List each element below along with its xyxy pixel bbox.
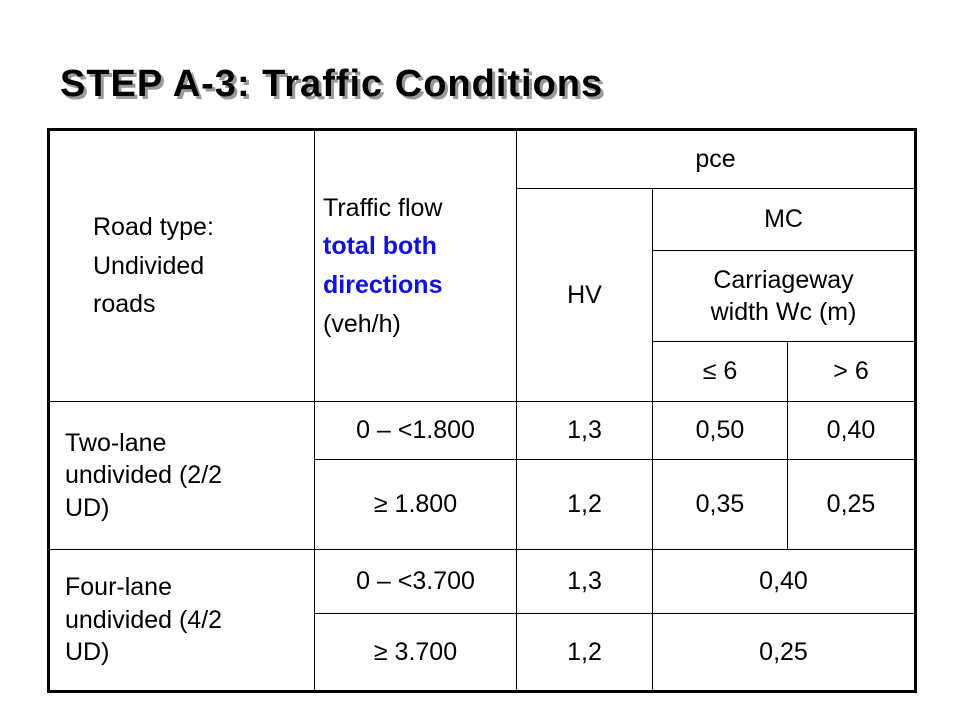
hv-cell: 1,2 bbox=[517, 614, 653, 692]
mc-small-cell: 0,50 bbox=[653, 402, 788, 460]
header-traffic-flow: Traffic flow total both directions (veh/h) bbox=[315, 130, 517, 402]
header-road-type: Road type: Undivided roads bbox=[49, 130, 315, 402]
mc-cell: 0,25 bbox=[653, 614, 916, 692]
mc-small-cell: 0,35 bbox=[653, 460, 788, 550]
mc-cell: 0,40 bbox=[653, 550, 916, 614]
flow-cell: ≥ 3.700 bbox=[315, 614, 517, 692]
flow-cell: 0 – <1.800 bbox=[315, 402, 517, 460]
mc-large-cell: 0,25 bbox=[788, 460, 916, 550]
hv-cell: 1,3 bbox=[517, 402, 653, 460]
hv-cell: 1,3 bbox=[517, 550, 653, 614]
header-carriageway-width: Carriageway width Wc (m) bbox=[653, 251, 916, 342]
header-mc: MC bbox=[653, 189, 916, 251]
hv-cell: 1,2 bbox=[517, 460, 653, 550]
pce-table bbox=[47, 128, 917, 693]
header-wc-large: > 6 bbox=[788, 342, 916, 402]
header-pce: pce bbox=[517, 130, 916, 189]
flow-cell: ≥ 1.800 bbox=[315, 460, 517, 550]
emphasis-text: directions bbox=[323, 271, 443, 299]
flow-cell: 0 – <3.700 bbox=[315, 550, 517, 614]
page-title: STEP A-3: Traffic Conditions bbox=[60, 63, 604, 105]
table-row bbox=[49, 550, 916, 614]
header-wc-small: ≤ 6 bbox=[653, 342, 788, 402]
row-label-two-lane: Two-lane undivided (2/2 UD) bbox=[49, 402, 315, 550]
emphasis-text: total both bbox=[323, 232, 437, 261]
mc-large-cell: 0,40 bbox=[788, 402, 916, 460]
table-row bbox=[49, 402, 916, 460]
row-label-four-lane: Four-lane undivided (4/2 UD) bbox=[49, 550, 315, 692]
header-hv: HV bbox=[517, 189, 653, 402]
